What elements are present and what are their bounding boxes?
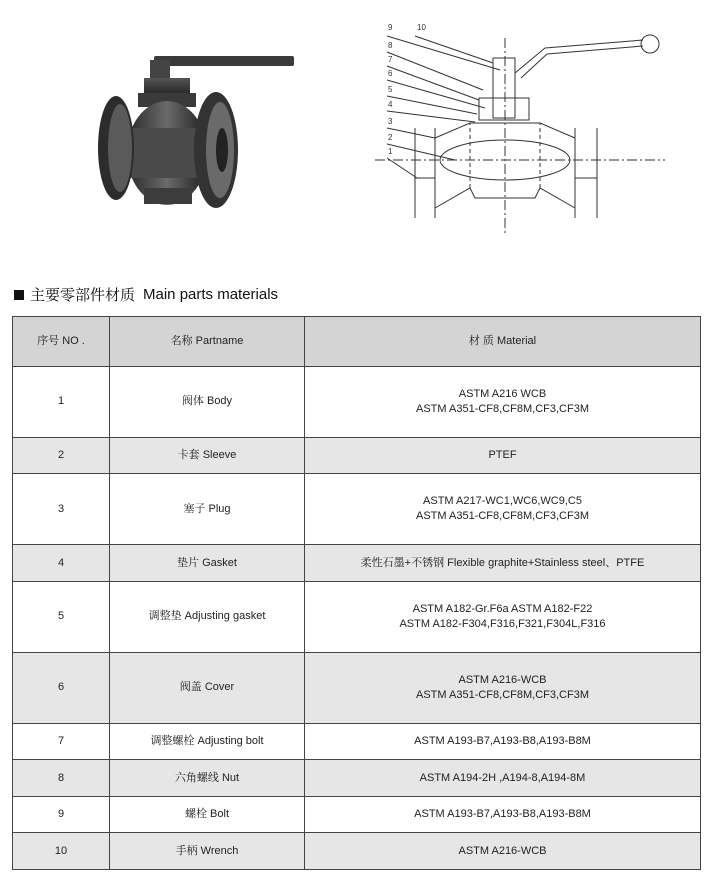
valve-section-drawing [375,18,675,248]
valve-photo [92,48,302,218]
material-line: ASTM A216 WCB [458,387,547,400]
cell-no: 7 [13,723,110,760]
cell-no: 4 [13,545,110,582]
cell-material [305,652,701,723]
cell-material [305,723,701,760]
callout-8: 8 [388,41,393,50]
cell-no: 10 [13,833,110,870]
cell-partname: 塞子 Plug [110,474,305,545]
header-material: 材 质 Material [305,317,701,367]
section-heading [14,284,278,305]
cell-partname: 调整垫 Adjusting gasket [110,581,305,652]
callout-5: 5 [388,85,393,94]
cell-material [305,833,701,870]
cell-no: 2 [13,437,110,474]
cell-material [305,367,701,438]
cell-partname: 阀体 Body [110,367,305,438]
material-line: ASTM A193-B7,A193-B8,A193-B8M [414,808,591,821]
cell-partname: 手柄 Wrench [110,833,305,870]
material-line: 柔性石墨+不锈钢 Flexible graphite+Stainless steel、PTFE [360,556,645,569]
material-line: ASTM A216-WCB [458,673,547,686]
cell-no: 5 [13,581,110,652]
table-row [13,652,701,723]
material-line: PTEF [488,449,517,462]
material-line: ASTM A351-CF8,CF8M,CF3,CF3M [416,402,589,415]
cell-no: 8 [13,760,110,797]
heading-zh: 主要零部件材质 [30,287,136,304]
cell-material [305,796,701,833]
table-row [13,581,701,652]
cell-material [305,545,701,582]
callout-3: 3 [388,117,393,126]
callout-9: 9 [388,23,393,32]
callout-10: 10 [417,23,426,32]
callout-1: 1 [388,147,393,156]
table-row [13,833,701,870]
table-row [13,796,701,833]
table-row [13,723,701,760]
cell-material [305,474,701,545]
cell-partname: 阀盖 Cover [110,652,305,723]
table-row [13,760,701,797]
table-header-row [13,317,701,367]
table-body [13,367,701,870]
callout-2: 2 [388,133,393,142]
material-line: ASTM A182-Gr.F6a ASTM A182-F22 [412,602,593,615]
cell-no: 6 [13,652,110,723]
material-line: ASTM A351-CF8,CF8M,CF3,CF3M [416,510,589,523]
cell-partname: 垫片 Gasket [110,545,305,582]
figure-area [0,0,710,270]
cell-partname: 卡套 Sleeve [110,437,305,474]
cell-no: 1 [13,367,110,438]
table-row [13,474,701,545]
callout-6: 6 [388,69,393,78]
material-line: ASTM A182-F304,F316,F321,F304L,F316 [399,617,606,630]
material-line: ASTM A193-B7,A193-B8,A193-B8M [414,734,591,747]
table-row [13,545,701,582]
cell-no: 9 [13,796,110,833]
parts-table [12,316,701,870]
cell-partname: 调整螺栓 Adjusting bolt [110,723,305,760]
material-line: ASTM A217-WC1,WC6,WC9,C5 [423,495,582,508]
heading-en: Main parts materials [143,286,279,303]
cell-material [305,760,701,797]
table-row [13,367,701,438]
heading-square-icon [14,290,24,300]
material-line: ASTM A351-CF8,CF8M,CF3,CF3M [416,688,589,701]
cell-no: 3 [13,474,110,545]
cell-partname: 六角螺线 Nut [110,760,305,797]
table-row [13,437,701,474]
cell-partname: 螺栓 Bolt [110,796,305,833]
material-line: ASTM A216-WCB [458,844,547,857]
material-line: ASTM A194-2H ,A194-8,A194-8M [419,771,586,784]
callout-4: 4 [388,100,393,109]
cell-material [305,437,701,474]
header-name: 名称 Partname [110,317,305,367]
callout-7: 7 [388,55,393,64]
header-no: 序号 NO . [13,317,110,367]
cell-material [305,581,701,652]
